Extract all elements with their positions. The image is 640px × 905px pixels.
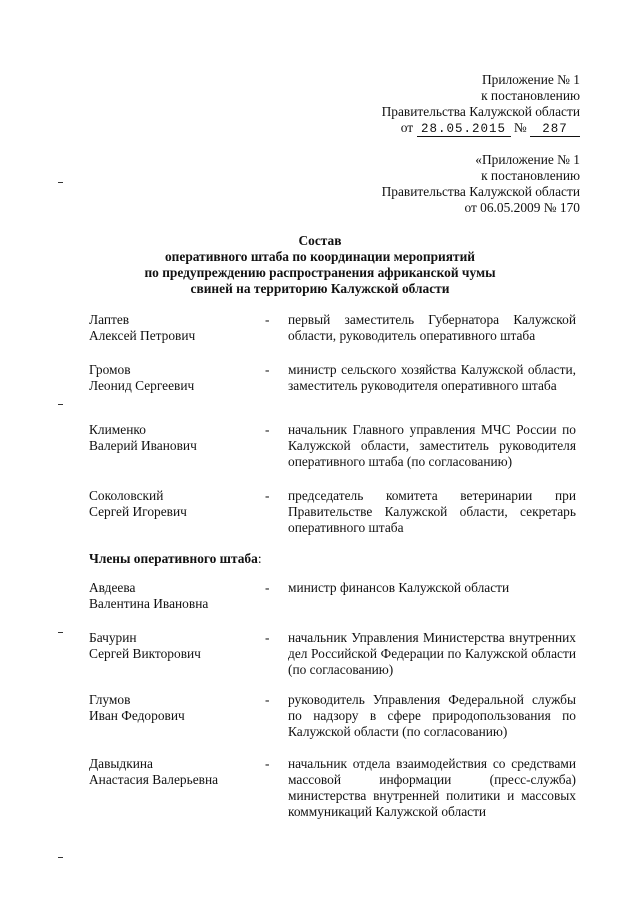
- person-given-name: Сергей Викторович: [89, 646, 201, 661]
- appendix-previous-resolution: к постановлению: [481, 168, 580, 183]
- scan-mark: [58, 857, 63, 858]
- person-name: [89, 630, 259, 662]
- separator-dash: -: [265, 312, 270, 327]
- appendix-previous-header: [382, 152, 580, 216]
- person-role: министр сельского хозяйства Калужской области, заместитель руководителя оперативного штаба: [288, 362, 576, 393]
- scan-mark: [58, 632, 63, 633]
- appendix-government: Правительства Калужской области: [381, 104, 580, 119]
- person-role: министр финансов Калужской области: [288, 580, 510, 595]
- document-title: [0, 233, 640, 297]
- date-prefix: от: [400, 120, 414, 135]
- person-surname: Клименко: [89, 422, 146, 437]
- appendix-date-line: [382, 120, 580, 137]
- person-surname: Глумов: [89, 692, 131, 707]
- person-given-name: Леонид Сергеевич: [89, 378, 195, 393]
- person-role: начальник Главного управления МЧС России по Калужской области, заместитель руководителя оперативного штаба (по согласованию): [288, 422, 576, 469]
- person-given-name: Иван Федорович: [89, 708, 185, 723]
- scan-mark: [58, 404, 63, 405]
- separator-dash: -: [265, 692, 270, 707]
- person-given-name: Валентина Ивановна: [89, 596, 209, 611]
- person-role: председатель комитета ветеринарии при Правительстве Калужской области, секретарь оперативного штаба: [288, 488, 576, 535]
- number-prefix: №: [513, 120, 527, 135]
- person-given-name: Сергей Игоревич: [89, 504, 187, 519]
- title-line-2: оперативного штаба по координации мероприятий: [164, 249, 476, 264]
- title-line-4: свиней на территорию Калужской области: [190, 281, 450, 296]
- separator-dash: -: [265, 580, 270, 595]
- person-name: [89, 312, 259, 344]
- person-name: [89, 756, 259, 788]
- appendix-resolution: к постановлению: [481, 88, 580, 103]
- separator-dash: -: [265, 362, 270, 377]
- appendix-previous-title: «Приложение № 1: [475, 152, 580, 167]
- appendix-current-header: [382, 72, 580, 137]
- person-name: [89, 488, 259, 520]
- person-role: начальник Управления Министерства внутренних дел Российской Федерации по Калужской области (по согласованию): [288, 630, 576, 677]
- person-role: руководитель Управления Федеральной службы по надзору в сфере природопользования по Калужской области (по согласованию): [288, 692, 576, 739]
- person-given-name: Алексей Петрович: [89, 328, 196, 343]
- person-surname: Соколовский: [89, 488, 164, 503]
- person-role: начальник отдела взаимодействия со средствами массовой информации (пресс-служба) министерства внутренней политики и массовых коммуникаций Калужской области: [288, 756, 576, 819]
- person-surname: Бачурин: [89, 630, 137, 645]
- person-role: первый заместитель Губернатора Калужской области, руководитель оперативного штаба: [288, 312, 576, 343]
- scan-mark: [58, 182, 63, 183]
- members-heading-colon: :: [257, 551, 262, 566]
- appendix-previous-government: Правительства Калужской области: [381, 184, 580, 199]
- resolution-number: 287: [530, 123, 580, 137]
- resolution-date: 28.05.2015: [417, 123, 511, 137]
- person-given-name: Валерий Иванович: [89, 438, 197, 453]
- person-surname: Авдеева: [89, 580, 136, 595]
- person-name: [89, 422, 259, 454]
- members-heading-text: Члены оперативного штаба: [89, 551, 258, 566]
- separator-dash: -: [265, 630, 270, 645]
- person-surname: Давыдкина: [89, 756, 153, 771]
- person-surname: Лаптев: [89, 312, 130, 327]
- appendix-title: Приложение № 1: [481, 72, 580, 87]
- separator-dash: -: [265, 756, 270, 771]
- person-name: [89, 362, 259, 394]
- person-name: [89, 692, 259, 724]
- separator-dash: -: [265, 422, 270, 437]
- appendix-previous-date: от 06.05.2009 № 170: [464, 200, 580, 215]
- person-given-name: Анастасия Валерьевна: [89, 772, 219, 787]
- title-line-3: по предупреждению распространения африканской чумы: [144, 265, 496, 280]
- person-surname: Громов: [89, 362, 131, 377]
- members-heading: [89, 551, 262, 567]
- person-name: [89, 580, 259, 612]
- title-line-1: Состав: [298, 233, 342, 248]
- separator-dash: -: [265, 488, 270, 503]
